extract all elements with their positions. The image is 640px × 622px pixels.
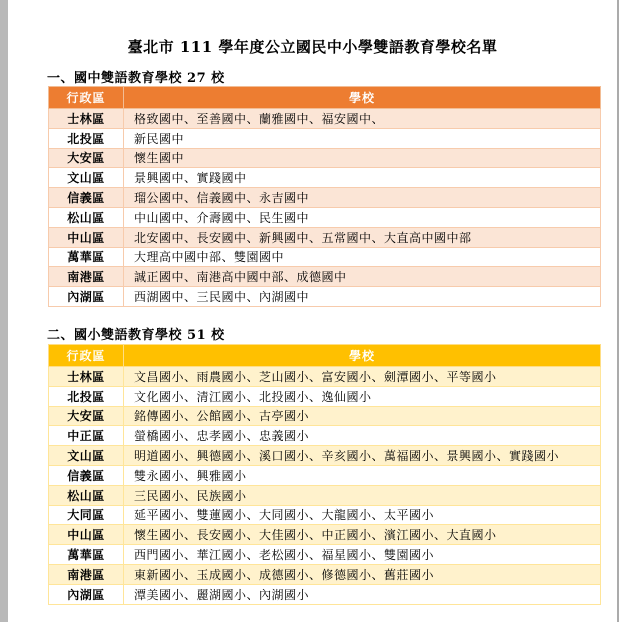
schools-cell: 雙永國小、興雅國小 <box>124 465 601 485</box>
junior-high-school-table <box>48 86 601 307</box>
table-row <box>49 148 601 168</box>
schools-cell: 西湖國中、三民國中、內湖國中 <box>124 287 601 307</box>
school-column-header: 學校 <box>124 87 601 109</box>
district-column-header: 行政區 <box>49 345 124 367</box>
district-cell: 大安區 <box>49 406 124 426</box>
schools-cell: 懷生國中 <box>124 148 601 168</box>
table-row <box>49 584 601 604</box>
schools-cell: 瑠公國中、信義國中、永吉國中 <box>124 188 601 208</box>
table-row <box>49 545 601 565</box>
schools-cell: 西門國小、華江國小、老松國小、福星國小、雙園國小 <box>124 545 601 565</box>
district-cell: 北投區 <box>49 128 124 148</box>
table-row <box>49 465 601 485</box>
schools-cell: 大理高中國中部、雙園國中 <box>124 247 601 267</box>
district-cell: 信義區 <box>49 465 124 485</box>
district-cell: 中山區 <box>49 525 124 545</box>
district-cell: 松山區 <box>49 207 124 227</box>
table-row <box>49 564 601 584</box>
district-cell: 大同區 <box>49 505 124 525</box>
district-cell: 中山區 <box>49 227 124 247</box>
district-cell: 文山區 <box>49 446 124 466</box>
elementary-school-table <box>48 344 601 605</box>
district-cell: 中正區 <box>49 426 124 446</box>
table-header-row <box>49 345 601 367</box>
section-2-heading: 二、國小雙語教育學校 51 校 <box>47 328 225 343</box>
table-row <box>49 267 601 287</box>
district-cell: 萬華區 <box>49 545 124 565</box>
schools-cell: 北安國中、長安國中、新興國中、五常國中、大直高中國中部 <box>124 227 601 247</box>
schools-cell: 銘傳國小、公館國小、古亭國小 <box>124 406 601 426</box>
table-row <box>49 525 601 545</box>
district-cell: 萬華區 <box>49 247 124 267</box>
district-cell: 士林區 <box>49 109 124 129</box>
table-row <box>49 168 601 188</box>
schools-cell: 東新國小、玉成國小、成德國小、修德國小、舊莊國小 <box>124 564 601 584</box>
window-edge-strip <box>0 0 8 622</box>
table-row <box>49 287 601 307</box>
table-row <box>49 485 601 505</box>
page-title: 臺北市 111 學年度公立國民中小學雙語教育學校名單 <box>127 38 498 56</box>
district-cell: 大安區 <box>49 148 124 168</box>
schools-cell: 景興國中、實踐國中 <box>124 168 601 188</box>
table-row <box>49 188 601 208</box>
page-edge-line <box>617 0 619 622</box>
schools-cell: 文化國小、清江國小、北投國小、逸仙國小 <box>124 386 601 406</box>
district-cell: 士林區 <box>49 367 124 387</box>
schools-cell: 延平國小、雙蓮國小、大同國小、大龍國小、太平國小 <box>124 505 601 525</box>
table-row <box>49 207 601 227</box>
district-cell: 松山區 <box>49 485 124 505</box>
schools-cell: 中山國中、介壽國中、民生國中 <box>124 207 601 227</box>
district-cell: 信義區 <box>49 188 124 208</box>
section-1-heading: 一、國中雙語教育學校 27 校 <box>47 71 225 86</box>
table-row <box>49 426 601 446</box>
schools-cell: 三民國小、民族國小 <box>124 485 601 505</box>
table-row <box>49 109 601 129</box>
district-column-header: 行政區 <box>49 87 124 109</box>
schools-cell: 誠正國中、南港高中國中部、成德國中 <box>124 267 601 287</box>
schools-cell: 懷生國小、長安國小、大佳國小、中正國小、濱江國小、大直國小 <box>124 525 601 545</box>
district-cell: 南港區 <box>49 564 124 584</box>
schools-cell: 格致國中、至善國中、蘭雅國中、福安國中、 <box>124 109 601 129</box>
district-cell: 北投區 <box>49 386 124 406</box>
schools-cell: 文昌國小、雨農國小、芝山國小、富安國小、劍潭國小、平等國小 <box>124 367 601 387</box>
schools-cell: 新民國中 <box>124 128 601 148</box>
table-row <box>49 406 601 426</box>
table-row <box>49 446 601 466</box>
table-row <box>49 386 601 406</box>
district-cell: 南港區 <box>49 267 124 287</box>
table-row <box>49 227 601 247</box>
district-cell: 內湖區 <box>49 287 124 307</box>
table-row <box>49 128 601 148</box>
school-column-header: 學校 <box>124 345 601 367</box>
table-row <box>49 247 601 267</box>
table-row <box>49 505 601 525</box>
district-cell: 文山區 <box>49 168 124 188</box>
table-header-row <box>49 87 601 109</box>
district-cell: 內湖區 <box>49 584 124 604</box>
schools-cell: 潭美國小、麗湖國小、內湖國小 <box>124 584 601 604</box>
table-row <box>49 367 601 387</box>
schools-cell: 螢橋國小、忠孝國小、忠義國小 <box>124 426 601 446</box>
schools-cell: 明道國小、興德國小、溪口國小、辛亥國小、萬福國小、景興國小、實踐國小 <box>124 446 601 466</box>
